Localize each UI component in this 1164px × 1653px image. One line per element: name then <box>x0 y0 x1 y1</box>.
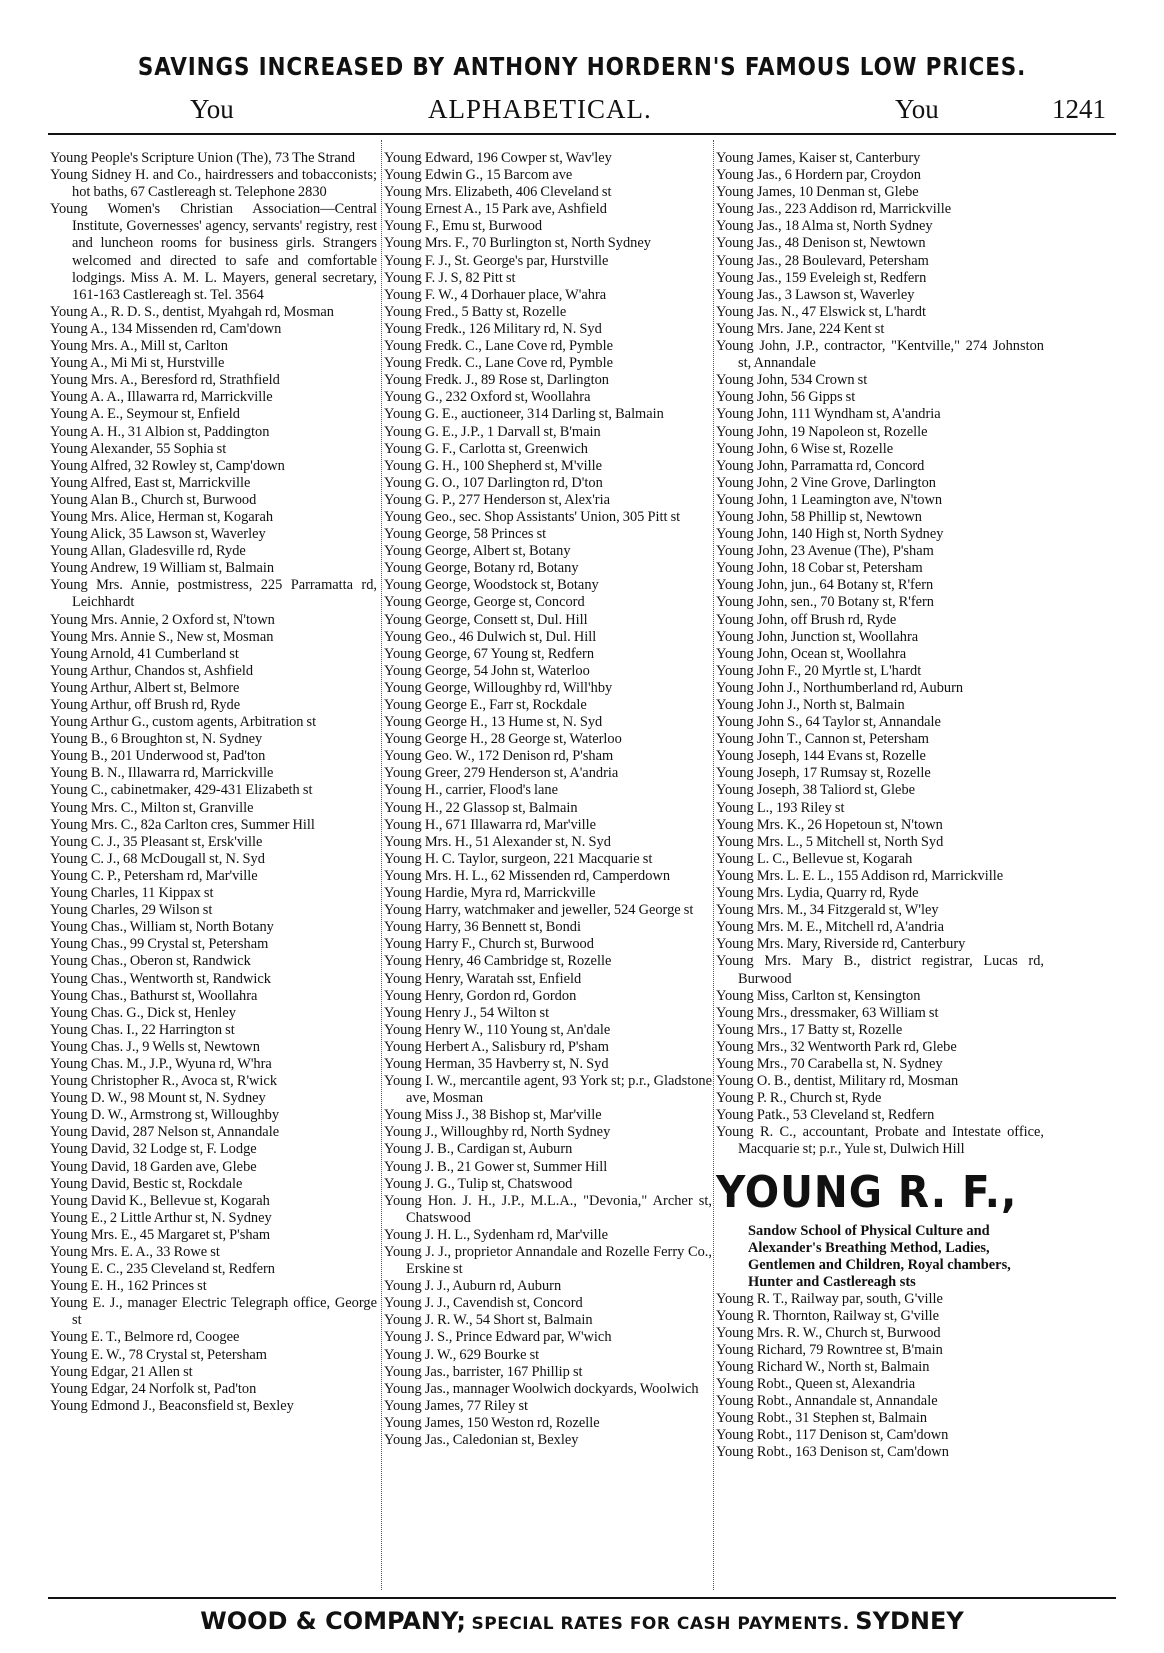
directory-entry: Young J. H. L., Sydenham rd, Mar'ville <box>384 1226 608 1243</box>
directory-entry: Young Joseph, 38 Taliord st, Glebe <box>716 782 916 799</box>
directory-entry: Young Robt., 31 Stephen st, Balmain <box>716 1410 928 1427</box>
directory-entry: Young Herman, 35 Havberry st, N. Syd <box>384 1055 609 1072</box>
directory-entry: Young Geo., sec. Shop Assistants' Union, 305 Pitt st <box>384 508 681 525</box>
directory-entry: Young Mrs., 70 Carabella st, N. Sydney <box>716 1055 943 1072</box>
directory-entry: Young Chas., Bathurst st, Woollahra <box>50 987 258 1004</box>
directory-entry: Young Henry, Gordon rd, Gordon <box>384 987 577 1004</box>
directory-entry: Young F. W., 4 Dorhauer place, W'ahra <box>384 286 607 303</box>
directory-entry: Young George, Botany rd, Botany <box>384 560 579 577</box>
directory-entry: Young Mrs. Lydia, Quarry rd, Ryde <box>716 885 919 902</box>
directory-entry: Young Mrs. L., 5 Mitchell st, North Syd <box>716 833 944 850</box>
directory-entry: Young John, Junction st, Woollahra <box>716 628 919 645</box>
directory-entry: Young Arthur, Chandos st, Ashfield <box>50 662 254 679</box>
directory-entry: Young John, Ocean st, Woollahra <box>716 645 907 662</box>
directory-entry: Young L., 193 Riley st <box>716 799 845 816</box>
directory-entry: Young R. T., Railway par, south, G'ville <box>716 1290 943 1307</box>
directory-entry: Young John, sen., 70 Botany st, R'fern <box>716 594 934 611</box>
directory-entry: Young George, George st, Concord <box>384 594 585 611</box>
directory-entry: Young G. O., 107 Darlington rd, D'ton <box>384 474 603 491</box>
directory-entry: Young E. C., 235 Cleveland st, Redfern <box>50 1261 275 1278</box>
directory-entry: Young Arthur, off Brush rd, Ryde <box>50 697 241 713</box>
directory-entry: Young R. C., accountant, Probate and Intestate office, Macquarie st; p.r., Yule st, Dulwich Hill <box>716 1124 1044 1158</box>
directory-entry: Young Edward, 196 Cowper st, Wav'ley <box>384 150 612 166</box>
directory-entry: Young John, off Brush rd, Ryde <box>716 611 897 628</box>
directory-entry: Young A. A., Illawarra rd, Marrickville <box>50 389 273 406</box>
directory-entry: Young Hardie, Myra rd, Marrickville <box>384 885 596 902</box>
directory-entry: Young G., 232 Oxford st, Woollahra <box>384 389 591 406</box>
directory-entry: Young Mrs. H., 51 Alexander st, N. Syd <box>384 833 611 850</box>
directory-entry: Young Chas. I., 22 Harrington st <box>50 1021 235 1038</box>
directory-entry: Young Fredk., 126 Military rd, N. Syd <box>384 320 602 337</box>
directory-entry: Young Mrs. R. W., Church st, Burwood <box>716 1324 941 1341</box>
advertiser-name: WOOD & COMPANY; <box>200 1607 466 1635</box>
directory-entry: Young Edwin G., 15 Barcom ave <box>384 167 573 184</box>
directory-entry: Young Geo. W., 172 Denison rd, P'sham <box>384 748 614 765</box>
directory-entry: Young Mrs. M. E., Mitchell rd, A'andria <box>716 919 944 936</box>
directory-entry: Young Allan, Gladesville rd, Ryde <box>50 543 246 560</box>
header-right-keyword: You <box>895 94 939 124</box>
directory-entry: Young H., carrier, Flood's lane <box>384 782 559 799</box>
directory-entry: Young I. W., mercantile agent, 93 York st; p.r., Gladstone ave, Mosman <box>384 1073 712 1107</box>
directory-entry: Young E. T., Belmore rd, Coogee <box>50 1329 240 1346</box>
directory-entry: Young George H., 28 George st, Waterloo <box>384 731 622 748</box>
directory-entry: Young H., 671 Illawarra rd, Mar'ville <box>384 816 597 833</box>
directory-entry: Young Charles, 11 Kippax st <box>50 885 214 902</box>
directory-entry: Young James, 150 Weston rd, Rozelle <box>384 1414 600 1431</box>
directory-entry: Young Joseph, 17 Rumsay st, Rozelle <box>716 765 931 782</box>
directory-entry: Young B., 201 Underwood st, Pad'ton <box>50 748 266 765</box>
directory-entry: Young David, 32 Lodge st, F. Lodge <box>50 1141 257 1158</box>
directory-entry: Young Hon. J. H., J.P., M.L.A., "Devonia," Archer st, Chatswood <box>384 1192 712 1226</box>
directory-entry: Young E. J., manager Electric Telegraph office, George st <box>50 1295 377 1329</box>
directory-entry: Young Alfred, East st, Marrickville <box>50 474 251 491</box>
directory-entry: Young Chas., Wentworth st, Randwick <box>50 970 271 987</box>
directory-entry: Young John, 23 Avenue (The), P'sham <box>716 543 934 560</box>
directory-entry: Young C. P., Petersham rd, Mar'ville <box>50 867 258 884</box>
directory-entry: Young Alfred, 32 Rowley st, Camp'down <box>50 457 285 474</box>
directory-entry: Young John, Parramatta rd, Concord <box>716 457 925 474</box>
directory-entry: Young George E., Farr st, Rockdale <box>384 697 587 713</box>
directory-entry: Young John, 1 Leamington ave, N'town <box>716 491 943 508</box>
directory-entry: Young D. W., 98 Mount st, N. Sydney <box>50 1090 266 1107</box>
directory-entry: Young J. B., 21 Gower st, Summer Hill <box>384 1158 608 1175</box>
directory-entry: Young Mrs. Annie S., New st, Mosman <box>50 628 274 645</box>
directory-entry: Young R. Thornton, Railway st, G'ville <box>716 1307 940 1324</box>
directory-entry: Young J. J., Auburn rd, Auburn <box>384 1278 562 1295</box>
directory-entry: Young Andrew, 19 William st, Balmain <box>50 560 275 577</box>
directory-entry: Young G. P., 277 Henderson st, Alex'ria <box>384 491 610 508</box>
column-separator <box>713 140 714 1590</box>
directory-entry: Young John, 58 Phillip st, Newtown <box>716 508 922 525</box>
directory-entry: Young Fred., 5 Batty st, Rozelle <box>384 303 567 320</box>
directory-entry: Young Robt., Annandale st, Annandale <box>716 1393 938 1410</box>
directory-entry: Young Mrs. E., 45 Margaret st, P'sham <box>50 1226 271 1243</box>
directory-entry: Young John, 56 Gipps st <box>716 389 856 406</box>
directory-entry: Young Edmond J., Beaconsfield st, Bexley <box>50 1397 294 1414</box>
directory-entry: Young Arnold, 41 Cumberland st <box>50 645 239 662</box>
directory-entry: Young Jas., 6 Hordern par, Croydon <box>716 167 921 184</box>
directory-entry: Young Jas., 3 Lawson st, Waverley <box>716 286 915 303</box>
directory-entry: Young Greer, 279 Henderson st, A'andria <box>384 765 619 782</box>
directory-entry: Young G. E., auctioneer, 314 Darling st, Balmain <box>384 406 664 423</box>
directory-entry: Young Richard W., North st, Balmain <box>716 1358 930 1375</box>
directory-entry: Young C., cabinetmaker, 429-431 Elizabeth st <box>50 782 313 799</box>
directory-entry: Young Miss, Carlton st, Kensington <box>716 987 921 1004</box>
directory-entry: Young Fredk. C., Lane Cove rd, Pymble <box>384 355 613 372</box>
directory-entry: Young Henry J., 54 Wilton st <box>384 1004 550 1021</box>
directory-entry: Young John J., North st, Balmain <box>716 697 905 713</box>
directory-entry: Young Harry F., Church st, Burwood <box>384 936 594 953</box>
directory-entry: Young G. E., J.P., 1 Darvall st, B'main <box>384 423 601 440</box>
directory-entry: Young Jas., 159 Eveleigh st, Redfern <box>716 269 927 286</box>
directory-entry: Young Mrs. Annie, 2 Oxford st, N'town <box>50 611 275 628</box>
directory-entry: Young John, 534 Crown st <box>716 372 868 389</box>
directory-entry: Young A. E., Seymour st, Enfield <box>50 406 240 423</box>
directory-entry: Young George, 58 Princes st <box>384 526 547 543</box>
directory-entry: Young George H., 13 Hume st, N. Syd <box>384 714 603 731</box>
directory-entry: Young Edgar, 24 Norfolk st, Pad'ton <box>50 1380 257 1397</box>
directory-column-3-continued <box>716 1291 1044 1462</box>
directory-entry: Young Ernest A., 15 Park ave, Ashfield <box>384 201 607 218</box>
directory-entry: Young Geo., 46 Dulwich st, Dul. Hill <box>384 628 597 645</box>
header-left-keyword: You <box>190 94 234 124</box>
directory-entry: Young Mrs. Mary B., district registrar, Lucas rd, Burwood <box>716 953 1044 987</box>
directory-entry: Young Mrs., dressmaker, 63 William st <box>716 1004 939 1021</box>
directory-entry: Young Robt., 163 Denison st, Cam'down <box>716 1444 949 1461</box>
directory-entry: Young John, jun., 64 Botany st, R'fern <box>716 577 934 594</box>
directory-entry: Young George, 54 John st, Waterloo <box>384 662 590 679</box>
directory-entry: Young Harry, watchmaker and jeweller, 524 George st <box>384 902 694 919</box>
directory-entry: Young Chas. J., 9 Wells st, Newtown <box>50 1038 260 1055</box>
directory-entry: Young J. S., Prince Edward par, W'wich <box>384 1329 612 1346</box>
header-section-title: ALPHABETICAL. <box>428 94 652 124</box>
directory-entry: Young George, Albert st, Botany <box>384 543 571 560</box>
directory-entry: Young Chas., Oberon st, Randwick <box>50 953 251 970</box>
directory-entry: Young Harry, 36 Bennett st, Bondi <box>384 919 581 936</box>
directory-entry: Young Mrs. Jane, 224 Kent st <box>716 320 885 337</box>
directory-entry: Young Alexander, 55 Sophia st <box>50 440 227 457</box>
directory-entry: Young James, 10 Denman st, Glebe <box>716 184 919 201</box>
directory-entry: Young J. J., proprietor Annandale and Rozelle Ferry Co., Erskine st <box>384 1244 712 1278</box>
directory-entry: Young Mrs., 32 Wentworth Park rd, Glebe <box>716 1038 957 1055</box>
column-separator <box>381 140 382 1590</box>
directory-entry: Young Fredk. J., 89 Rose st, Darlington <box>384 372 610 389</box>
directory-entry: Young G. F., Carlotta st, Greenwich <box>384 440 588 457</box>
directory-entry: Young Mrs. A., Beresford rd, Strathfield <box>50 372 280 389</box>
directory-entry: Young Alick, 35 Lawson st, Waverley <box>50 526 266 543</box>
directory-entry: Young Mrs. C., 82a Carlton cres, Summer Hill <box>50 816 315 833</box>
directory-entry: Young C. J., 68 McDougall st, N. Syd <box>50 850 265 867</box>
advert-slogan: SPECIAL RATES FOR CASH PAYMENTS. <box>471 1614 850 1634</box>
directory-entry: Young F. J., St. George's par, Hurstville <box>384 252 609 269</box>
running-header <box>50 94 1116 128</box>
directory-entry: Young J., Willoughby rd, North Sydney <box>384 1124 611 1141</box>
directory-entry: Young Jas., 28 Boulevard, Petersham <box>716 252 929 269</box>
directory-entry: Young P. R., Church st, Ryde <box>716 1090 882 1107</box>
directory-entry: Young Chas., 99 Crystal st, Petersham <box>50 936 269 953</box>
directory-entry: Young E. W., 78 Crystal st, Petersham <box>50 1346 268 1363</box>
directory-entry: Young Women's Christian Association—Central Institute, Governesses' agency, servants' registry, rest and luncheon rooms for business girls. Strangers welcomed and directed to safe and comfortable lodgings. Miss A. M. L. Mayers, general secretary, 161-163 Castlereagh st. Tel. 3564 <box>50 201 377 303</box>
directory-entry: Young Jas., 223 Addison rd, Marrickville <box>716 201 952 218</box>
directory-entry: Young John T., Cannon st, Petersham <box>716 731 929 748</box>
directory-entry: Young James, Kaiser st, Canterbury <box>716 150 921 166</box>
directory-entry: Young F., Emu st, Burwood <box>384 218 543 235</box>
directory-column-1 <box>50 150 377 1415</box>
directory-column-3 <box>716 150 1044 1461</box>
directory-entry: Young David, Bestic st, Rockdale <box>50 1175 243 1192</box>
page-number: 1241 <box>1052 94 1106 124</box>
directory-entry: Young A., Mi Mi st, Hurstville <box>50 355 225 372</box>
directory-entry: Young John, 6 Wise st, Rozelle <box>716 440 894 457</box>
directory-entry: Young Jas., mannager Woolwich dockyards, Woolwich <box>384 1380 699 1397</box>
top-advert-banner: SAVINGS INCREASED BY ANTHONY HORDERN'S FAMOUS LOW PRICES. <box>137 52 1027 81</box>
directory-entry: Young B., 6 Broughton st, N. Sydney <box>50 731 263 748</box>
directory-entry: Young Miss J., 38 Bishop st, Mar'ville <box>384 1107 602 1124</box>
directory-entry: Young Robt., 117 Denison st, Cam'down <box>716 1427 949 1444</box>
directory-entry: Young Mrs. Elizabeth, 406 Cleveland st <box>384 184 612 201</box>
directory-entry: Young C. J., 35 Pleasant st, Ersk'ville <box>50 833 263 850</box>
directory-entry: Young Jas., barrister, 167 Phillip st <box>384 1363 583 1380</box>
directory-entry: Young H. C. Taylor, surgeon, 221 Macquarie st <box>384 850 653 867</box>
directory-entry: Young Fredk. C., Lane Cove rd, Pymble <box>384 338 613 355</box>
directory-entry: Young J. G., Tulip st, Chatswood <box>384 1175 573 1192</box>
directory-entry: Young Mrs. Annie, postmistress, 225 Parramatta rd, Leichhardt <box>50 577 377 611</box>
directory-entry: Young George, Woodstock st, Botany <box>384 577 599 594</box>
directory-entry: Young People's Scripture Union (The), 73 The Strand <box>50 150 356 166</box>
directory-entry: Young Jas. N., 47 Elswick st, L'hardt <box>716 303 926 320</box>
directory-entry: Young J. R. W., 54 Short st, Balmain <box>384 1312 593 1329</box>
directory-entry: Young E., 2 Little Arthur st, N. Sydney <box>50 1209 272 1226</box>
directory-entry: Young John, 18 Cobar st, Petersham <box>716 560 923 577</box>
directory-entry: Young J. B., Cardigan st, Auburn <box>384 1141 573 1158</box>
directory-entry: Young J. W., 629 Bourke st <box>384 1346 540 1363</box>
featured-advert-name: YOUNG R. F., <box>716 1166 1018 1218</box>
directory-entry: Young A., R. D. S., dentist, Myahgah rd, Mosman <box>50 303 334 320</box>
directory-entry: Young B. N., Illawarra rd, Marrickville <box>50 765 274 782</box>
directory-entry: Young Robt., Queen st, Alexandria <box>716 1376 916 1392</box>
directory-entry: Young John S., 64 Taylor st, Annandale <box>716 714 941 731</box>
directory-column-2 <box>384 150 712 1449</box>
directory-entry: Young Mrs. K., 26 Hopetoun st, N'town <box>716 816 943 833</box>
directory-entry: Young Mrs. M., 34 Fitzgerald st, W'ley <box>716 902 939 919</box>
directory-entry: Young D. W., Armstrong st, Willoughby <box>50 1107 280 1124</box>
directory-entry: Young Charles, 29 Wilson st <box>50 902 213 919</box>
directory-entry: Young H., 22 Glassop st, Balmain <box>384 799 578 816</box>
directory-entry: Young Alan B., Church st, Burwood <box>50 491 257 508</box>
directory-entry: Young Mrs. L. E. L., 155 Addison rd, Marrickville <box>716 867 1004 884</box>
directory-entry: Young Herbert A., Salisbury rd, P'sham <box>384 1038 609 1055</box>
directory-entry: Young Sidney H. and Co., hairdressers and tobacconists; hot baths, 67 Castlereagh st. Telephone 2830 <box>50 167 377 201</box>
directory-entry: Young Arthur, Albert st, Belmore <box>50 679 240 696</box>
directory-column-3-list <box>716 150 1044 1159</box>
directory-entry: Young John, J.P., contractor, "Kentville," 274 Johnston st, Annandale <box>716 338 1044 372</box>
directory-entry: Young Chas. M., J.P., Wyuna rd, W'hra <box>50 1055 272 1072</box>
advertiser-city: SYDNEY <box>855 1607 964 1635</box>
directory-entry: Young Richard, 79 Rowntree st, B'main <box>716 1341 943 1358</box>
directory-entry: Young John, 111 Wyndham st, A'andria <box>716 406 941 423</box>
directory-entry: Young Jas., 18 Alma st, North Sydney <box>716 218 933 235</box>
directory-entry: Young Mrs. Alice, Herman st, Kogarah <box>50 508 274 525</box>
directory-entry: Young Joseph, 144 Evans st, Rozelle <box>716 748 926 765</box>
header-rule <box>48 133 1116 135</box>
directory-entry: Young Mrs., 17 Batty st, Rozelle <box>716 1021 903 1038</box>
directory-entry: Young Arthur G., custom agents, Arbitration st <box>50 714 317 731</box>
directory-entry: Young Chas. G., Dick st, Henley <box>50 1004 236 1021</box>
directory-entry: Young David, 18 Garden ave, Glebe <box>50 1158 257 1175</box>
directory-entry: Young G. H., 100 Shepherd st, M'ville <box>384 457 602 474</box>
directory-entry: Young J. J., Cavendish st, Concord <box>384 1295 583 1312</box>
directory-entry: Young A., 134 Missenden rd, Cam'down <box>50 320 282 337</box>
directory-entry: Young James, 77 Riley st <box>384 1397 529 1414</box>
footer-rule <box>48 1597 1116 1599</box>
directory-entry: Young Chas., William st, North Botany <box>50 919 274 936</box>
directory-entry: Young John, 2 Vine Grove, Darlington <box>716 474 936 491</box>
directory-entry: Young Henry, Waratah sst, Enfield <box>384 970 582 987</box>
directory-entry: Young David K., Bellevue st, Kogarah <box>50 1192 270 1209</box>
directory-entry: Young John F., 20 Myrtle st, L'hardt <box>716 662 922 679</box>
featured-advert-description: Sandow School of Physical Culture and Alexander's Breathing Method, Ladies, Gentlemen and Children, Royal chambers, Hunter and Castlereagh sts <box>748 1222 1011 1290</box>
directory-entry: Young Edgar, 21 Allen st <box>50 1363 193 1380</box>
directory-entry: Young Mrs. F., 70 Burlington st, North Sydney <box>384 235 651 252</box>
directory-entry: Young Jas., Caledonian st, Bexley <box>384 1432 579 1449</box>
directory-entry: Young George, Willoughby rd, Will'hby <box>384 679 613 696</box>
directory-entry: Young Mrs. H. L., 62 Missenden rd, Camperdown <box>384 867 671 884</box>
directory-entry: Young F. J. S, 82 Pitt st <box>384 269 516 286</box>
directory-entry: Young John J., Northumberland rd, Auburn <box>716 679 964 696</box>
directory-entry: Young A. H., 31 Albion st, Paddington <box>50 423 270 440</box>
directory-entry: Young O. B., dentist, Military rd, Mosman <box>716 1073 959 1090</box>
directory-entry: Young L. C., Bellevue st, Kogarah <box>716 850 913 867</box>
directory-entry: Young John, 140 High st, North Sydney <box>716 526 944 543</box>
directory-entry: Young George, 67 Young st, Redfern <box>384 645 595 662</box>
bottom-advert-banner <box>40 1607 1124 1635</box>
directory-entry: Young John, 19 Napoleon st, Rozelle <box>716 423 928 440</box>
directory-entry: Young Henry, 46 Cambridge st, Rozelle <box>384 953 612 970</box>
directory-entry: Young Mrs. A., Mill st, Carlton <box>50 338 228 355</box>
directory-entry: Young Mrs. C., Milton st, Granville <box>50 799 254 816</box>
directory-entry: Young George, Consett st, Dul. Hill <box>384 611 588 628</box>
directory-entry: Young E. H., 162 Princes st <box>50 1278 207 1295</box>
directory-entry: Young Patk., 53 Cleveland st, Redfern <box>716 1107 935 1124</box>
directory-entry: Young Christopher R., Avoca st, R'wick <box>50 1073 278 1090</box>
directory-entry: Young Henry W., 110 Young st, An'dale <box>384 1021 611 1038</box>
directory-entry: Young David, 287 Nelson st, Annandale <box>50 1124 280 1141</box>
directory-entry: Young Mrs. Mary, Riverside rd, Canterbury <box>716 936 966 953</box>
directory-entry: Young Mrs. E. A., 33 Rowe st <box>50 1244 220 1260</box>
directory-entry: Young Jas., 48 Denison st, Newtown <box>716 235 926 252</box>
